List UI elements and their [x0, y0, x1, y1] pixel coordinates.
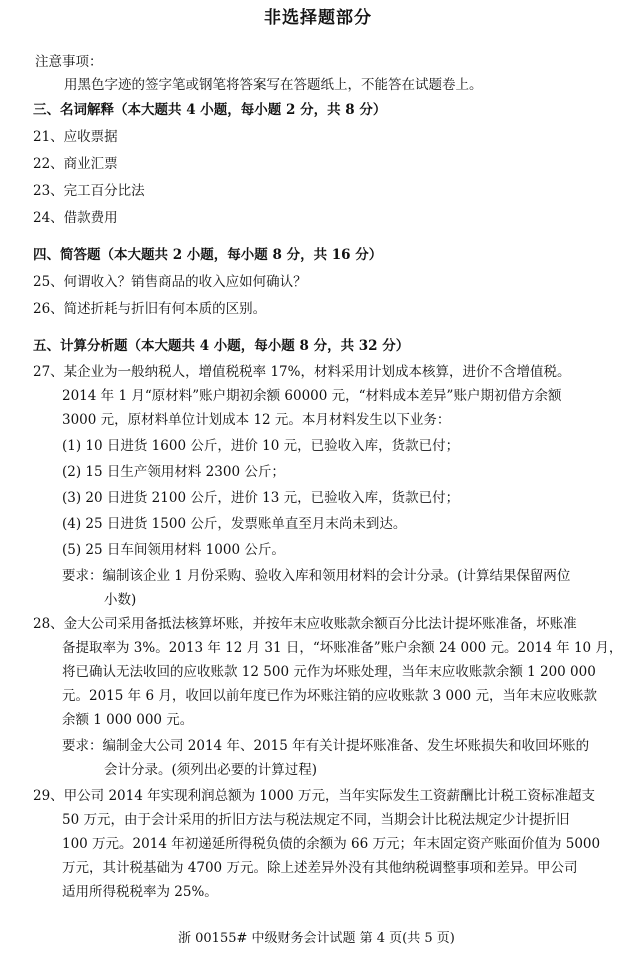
- notes-heading: 注意事项：: [35, 54, 103, 70]
- q28-line: 备提取率为 3%。2013 年 12 月 31 日，“坏账准备”账户余额 24 000 元。2014 年 10 月，: [62, 640, 623, 656]
- q28-line: 将已确认无法收回的应收账款 12 500 元作为坏账处理，当年末应收账款余额 1 200 000: [62, 664, 596, 680]
- short-answer-25: 25、何谓收入？销售商品的收入应如何确认？: [33, 274, 307, 290]
- q27-item: (4) 25 日进货 1500 公斤，发票账单直至月末尚未到达。: [62, 516, 407, 532]
- q29-line: 万元，其计税基础为 4700 万元。除上述差异外没有其他纳税调整事项和差异。甲公司: [62, 860, 578, 876]
- q27-line: 3000 元，原材料单位计划成本 12 元。本月材料发生以下业务：: [62, 412, 451, 428]
- q29-line: 50 万元，由于会计采用的折旧方法与税法规定不同，当期会计比税法规定少计提折旧: [62, 812, 570, 828]
- section4-heading: 四、简答题（本大题共 2 小题，每小题 8 分，共 16 分）: [33, 247, 383, 263]
- q27-item: (3) 20 日进货 2100 公斤，进价 13 元，已验收入库，货款已付；: [62, 490, 460, 506]
- q27-item: (1) 10 日进货 1600 公斤，进价 10 元，已验收入库，货款已付；: [62, 438, 460, 454]
- q27-line: 27、某企业为一般纳税人，增值税税率 17%，材料采用计划成本核算，进价不含增值税。: [33, 364, 571, 380]
- q29-line: 29、甲公司 2014 年实现利润总额为 1000 万元，当年实际发生工资薪酬比计税工资标准超支: [33, 788, 596, 804]
- q28-requirement: 会计分录。(须列出必要的计算过程): [104, 762, 318, 778]
- page-footer: 浙 00155# 中级财务会计试题 第 4 页(共 5 页): [178, 931, 455, 946]
- term-item-24: 24、借款费用: [33, 210, 118, 226]
- q28-line: 元。2015 年 6 月，收回以前年度已作为坏账注销的应收账款 3 000 元，当年末应收账款: [62, 688, 598, 704]
- q27-requirement: 要求：编制该企业 1 月份采购、验收入库和领用材料的会计分录。(计算结果保留两位: [62, 568, 571, 584]
- q28-line: 余额 1 000 000 元。: [62, 712, 194, 728]
- q29-line: 适用所得税税率为 25%。: [62, 884, 218, 900]
- q28-requirement: 要求：编制金大公司 2014 年、2015 年有关计提坏账准备、发生坏账损失和收回坏账的: [62, 738, 590, 754]
- notes-text: 用黑色字迹的签字笔或钢笔将答案写在答题纸上，不能答在试题卷上。: [64, 77, 483, 93]
- q27-item: (5) 25 日车间领用材料 1000 公斤。: [62, 542, 285, 558]
- q27-item: (2) 15 日生产领用材料 2300 公斤；: [62, 464, 285, 480]
- section3-heading: 三、名词解释（本大题共 4 小题，每小题 2 分，共 8 分）: [33, 102, 387, 118]
- term-item-21: 21、应收票据: [33, 129, 118, 145]
- term-item-22: 22、商业汇票: [33, 156, 118, 172]
- q28-line: 28、金大公司采用备抵法核算坏账，并按年末应收账款余额百分比法计提坏账准备，坏账准: [33, 616, 577, 632]
- term-item-23: 23、完工百分比法: [33, 183, 145, 199]
- page-title: 非选择题部分: [264, 8, 372, 28]
- q29-line: 100 万元。2014 年初递延所得税负债的余额为 66 万元；年末固定资产账面价值为 5000: [62, 836, 601, 852]
- short-answer-26: 26、简述折耗与折旧有何本质的区别。: [33, 301, 267, 317]
- q27-requirement: 小数): [104, 592, 137, 608]
- q27-line: 2014 年 1 月“原材料”账户期初余额 60000 元，“材料成本差异”账户期初借方余额: [62, 388, 562, 404]
- section5-heading: 五、计算分析题（本大题共 4 小题，每小题 8 分，共 32 分）: [33, 338, 410, 354]
